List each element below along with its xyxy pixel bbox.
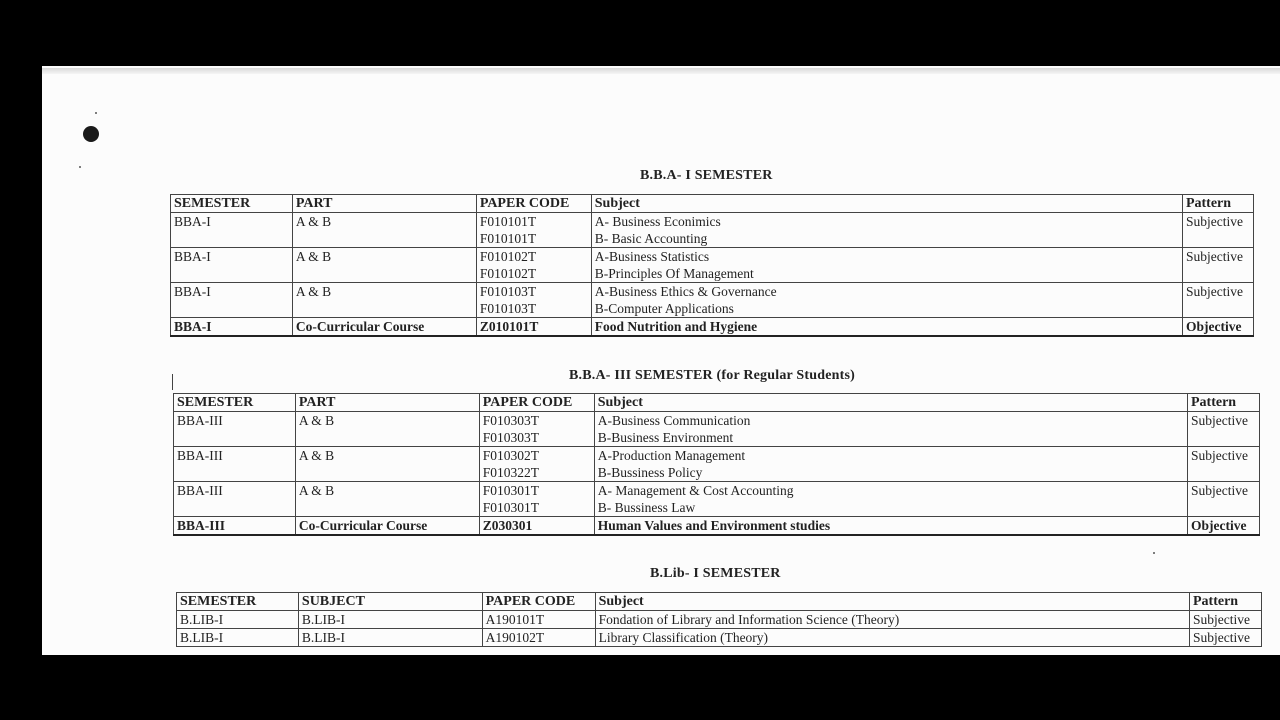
table-row <box>174 412 1260 447</box>
header-paper-code: PAPER CODE <box>482 593 595 611</box>
cell-paper-code: A190101T <box>482 611 595 629</box>
table-blib-1 <box>176 592 1262 647</box>
header-pattern: Pattern <box>1187 394 1259 412</box>
cell-paper-code: F010303T F010303T <box>479 412 594 447</box>
cell-paper-code: F010103T F010103T <box>476 283 591 318</box>
cell-pattern: Subjective <box>1189 611 1261 629</box>
table-bba-3 <box>173 393 1260 536</box>
cell-subject: Library Classification (Theory) <box>595 629 1189 647</box>
table-bba-1 <box>170 194 1254 337</box>
cell-pattern: Subjective <box>1182 283 1253 318</box>
table-row <box>177 629 1262 647</box>
cell-semester: BBA-III <box>174 412 296 447</box>
table-row <box>177 611 1262 629</box>
cell-subject-col: B.LIB-I <box>298 629 482 647</box>
cell-subject: Human Values and Environment studies <box>594 517 1187 536</box>
header-paper-code: PAPER CODE <box>476 195 591 213</box>
table-header-row <box>177 593 1262 611</box>
cell-pattern: Subjective <box>1187 447 1259 482</box>
cell-semester: BBA-I <box>171 318 293 337</box>
header-subject-col: SUBJECT <box>298 593 482 611</box>
cell-paper-code: A190102T <box>482 629 595 647</box>
cell-part: A & B <box>295 482 479 517</box>
header-part: PART <box>295 394 479 412</box>
cell-paper-code: Z010101T <box>476 318 591 337</box>
cell-subject: A- Management & Cost Accounting B- Bussiness Law <box>594 482 1187 517</box>
cell-paper-code: F010302T F010322T <box>479 447 594 482</box>
scan-speck <box>1153 552 1155 554</box>
cell-semester: BBA-III <box>174 482 296 517</box>
header-pattern: Pattern <box>1189 593 1261 611</box>
cell-pattern: Objective <box>1182 318 1253 337</box>
cell-semester: B.LIB-I <box>177 611 299 629</box>
cell-paper-code: F010301T F010301T <box>479 482 594 517</box>
header-subject: Subject <box>595 593 1189 611</box>
cell-part: Co-Curricular Course <box>292 318 476 337</box>
table-row <box>174 447 1260 482</box>
cell-subject-col: B.LIB-I <box>298 611 482 629</box>
cell-subject: Food Nutrition and Hygiene <box>591 318 1182 337</box>
header-semester: SEMESTER <box>177 593 299 611</box>
page-top-edge <box>42 68 1280 74</box>
cell-part: A & B <box>292 213 476 248</box>
header-pattern: Pattern <box>1182 195 1253 213</box>
cell-part: A & B <box>292 248 476 283</box>
header-subject: Subject <box>594 394 1187 412</box>
cell-semester: BBA-I <box>171 248 293 283</box>
cell-pattern: Subjective <box>1187 482 1259 517</box>
header-paper-code: PAPER CODE <box>479 394 594 412</box>
header-semester: SEMESTER <box>171 195 293 213</box>
cell-semester: B.LIB-I <box>177 629 299 647</box>
cell-part: A & B <box>295 447 479 482</box>
cell-pattern: Subjective <box>1189 629 1261 647</box>
cell-subject: A- Business Econimics B- Basic Accounting <box>591 213 1182 248</box>
section-title-blib-1: B.Lib- I SEMESTER <box>650 566 781 581</box>
section-title-bba-1: B.B.A- I SEMESTER <box>640 168 773 183</box>
cell-part: Co-Curricular Course <box>295 517 479 536</box>
table-row <box>171 213 1254 248</box>
table-row <box>174 482 1260 517</box>
cell-pattern: Subjective <box>1182 213 1253 248</box>
table-row <box>171 248 1254 283</box>
cell-semester: BBA-I <box>171 283 293 318</box>
table-header-row <box>171 195 1254 213</box>
text-cursor-mark <box>172 374 173 390</box>
cell-pattern: Objective <box>1187 517 1259 536</box>
cell-part: A & B <box>292 283 476 318</box>
table-header-row <box>174 394 1260 412</box>
header-part: PART <box>292 195 476 213</box>
section-title-bba-3: B.B.A- III SEMESTER (for Regular Students) <box>569 368 855 383</box>
table-row-cocurricular <box>174 517 1260 536</box>
cell-subject: A-Business Ethics & Governance B-Computer Applications <box>591 283 1182 318</box>
cell-semester: BBA-III <box>174 447 296 482</box>
cell-semester: BBA-III <box>174 517 296 536</box>
table-row <box>171 283 1254 318</box>
cell-paper-code: F010101T F010101T <box>476 213 591 248</box>
scanned-document-page <box>42 66 1280 655</box>
table-row-cocurricular <box>171 318 1254 337</box>
cell-pattern: Subjective <box>1182 248 1253 283</box>
cell-subject: A-Business Statistics B-Principles Of Management <box>591 248 1182 283</box>
cell-paper-code: F010102T F010102T <box>476 248 591 283</box>
punch-hole-mark <box>83 126 99 142</box>
cell-subject: A-Business Communication B-Business Environment <box>594 412 1187 447</box>
scan-speck <box>79 166 81 168</box>
scan-speck <box>95 112 97 114</box>
cell-part: A & B <box>295 412 479 447</box>
cell-subject: Fondation of Library and Information Science (Theory) <box>595 611 1189 629</box>
cell-semester: BBA-I <box>171 213 293 248</box>
header-subject: Subject <box>591 195 1182 213</box>
cell-pattern: Subjective <box>1187 412 1259 447</box>
cell-paper-code: Z030301 <box>479 517 594 536</box>
header-semester: SEMESTER <box>174 394 296 412</box>
cell-subject: A-Production Management B-Bussiness Policy <box>594 447 1187 482</box>
